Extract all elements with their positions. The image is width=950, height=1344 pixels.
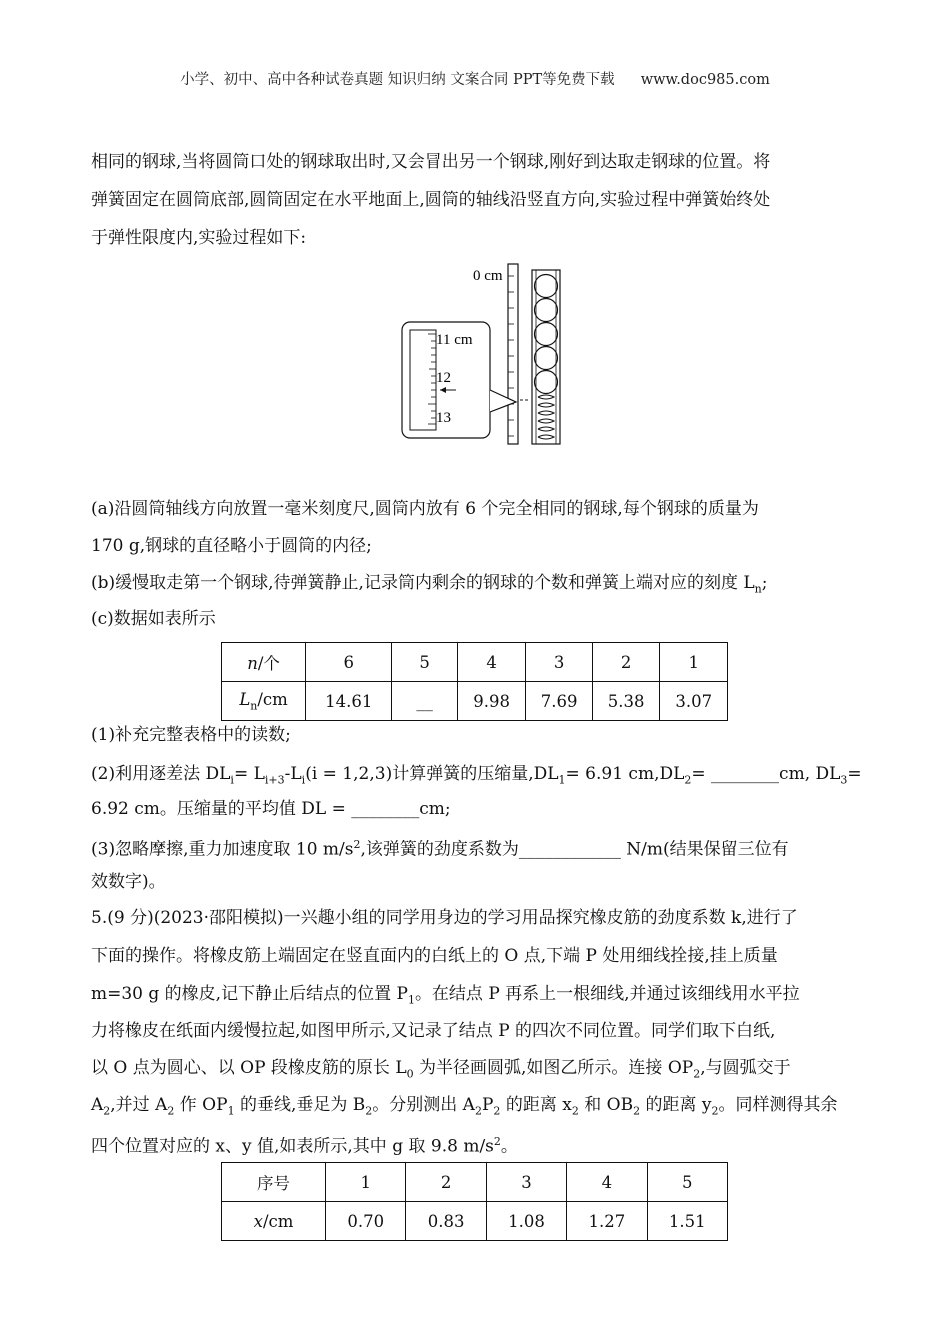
intro-line-1: 相同的钢球,当将圆筒口处的钢球取出时,又会冒出另一个钢球,刚好到达取走钢球的位置。将	[91, 152, 771, 172]
zoom-label-13: 13	[436, 410, 451, 426]
table-row	[222, 1163, 728, 1202]
zoom-label-12: 12	[436, 370, 451, 386]
table-cell: 1.08	[486, 1202, 566, 1241]
ruler-ticks	[508, 276, 514, 436]
table-cell: 3.07	[660, 682, 728, 721]
data-table-2	[221, 1162, 728, 1241]
header-text: 小学、初中、高中各种试卷真题 知识归纳 文案合同 PPT等免费下载	[180, 72, 615, 88]
problem5-line-1: 5.(9 分)(2023·邵阳模拟)一兴趣小组的同学用身边的学习用品探究橡皮筋的劲度系数 k,进行了	[91, 908, 798, 928]
table-cell-blank: __	[392, 682, 457, 721]
page-header	[0, 68, 950, 89]
question-3-line-1: (3)忽略摩擦,重力加速度取 10 $m/s^2$,该弹簧的劲度系数为____________ N/m(结果保留三位有	[91, 838, 789, 860]
apparatus-diagram	[400, 262, 570, 452]
table-cell: 0.83	[406, 1202, 486, 1241]
table-row	[222, 682, 728, 721]
step-c: (c)数据如表所示	[91, 609, 216, 629]
table-cell: 0.70	[326, 1202, 406, 1241]
table-head-n: n/个	[222, 643, 306, 682]
problem5-line-3: m=30 g 的橡皮,记下静止后结点的位置 $P_1$。在结点 P 再系上一根细线,并通过该细线用水平拉	[91, 984, 800, 1007]
table-cell: 3	[526, 643, 592, 682]
steel-balls	[535, 275, 558, 394]
zero-cm-label: 0 cm	[473, 268, 503, 284]
table-row	[222, 643, 728, 682]
step-b: (b)缓慢取走第一个钢球,待弹簧静止,记录筒内剩余的钢球的个数和弹簧上端对应的刻度 $L_n$;	[91, 573, 768, 596]
data-table-1	[221, 642, 728, 721]
header-url: www.doc985.com	[640, 72, 770, 88]
table-cell: 1	[660, 643, 728, 682]
intro-line-3: 于弹性限度内,实验过程如下:	[91, 228, 307, 248]
intro-line-2: 弹簧固定在圆筒底部,圆筒固定在水平地面上,圆筒的轴线沿竖直方向,实验过程中弹簧始终处	[91, 190, 771, 210]
table-cell: 1	[326, 1163, 406, 1202]
table-head-index: 序号	[222, 1163, 326, 1202]
question-2-line-1: (2)利用逐差法 $DL_i= L_{i+3}-L_i(i = 1,2,3)$计算弹簧的压缩量$,DL_1= 6.91$ $cm,DL_2=$ ________cm, $DL_3=$	[91, 764, 862, 787]
ruler	[508, 264, 518, 444]
problem5-line-5: 以 O 点为圆心、以 OP 段橡皮筋的原长 $L_0$ 为半径画圆弧,如图乙所示。连接 $OP_2$,与圆弧交于	[91, 1058, 791, 1081]
table-cell: 9.98	[457, 682, 526, 721]
question-1: (1)补充完整表格中的读数;	[91, 725, 291, 745]
question-3-line-2: 效数字)。	[91, 872, 166, 892]
callout-pointer	[490, 390, 516, 412]
table-cell: 4	[567, 1163, 647, 1202]
table-cell: 2	[592, 643, 660, 682]
table-head-L: $L_n/cm$	[222, 682, 306, 721]
table-cell: 3	[486, 1163, 566, 1202]
table-cell: 5.38	[592, 682, 660, 721]
apparatus-figure	[400, 262, 570, 452]
problem5-line-4: 力将橡皮在纸面内缓慢拉起,如图甲所示,又记录了结点 P 的四次不同位置。同学们取下白纸,	[91, 1021, 776, 1041]
step-a-line-2: 170 g,钢球的直径略小于圆筒的内径;	[91, 536, 372, 556]
table-cell: 6	[306, 643, 392, 682]
table-cell: 5	[647, 1163, 727, 1202]
step-a-line-1: (a)沿圆筒轴线方向放置一毫米刻度尺,圆筒内放有 6 个完全相同的钢球,每个钢球的质量为	[91, 499, 759, 519]
table-row	[222, 1202, 728, 1241]
table-head-x: x/cm	[222, 1202, 326, 1241]
table-cell: 7.69	[526, 682, 592, 721]
question-2-line-2: 6.92 cm。压缩量的平均值 DL = ________cm;	[91, 799, 451, 819]
table-cell: 1.27	[567, 1202, 647, 1241]
table-cell: 5	[392, 643, 457, 682]
problem5-line-6: $A_2$,并过 $A_2$ 作 $OP_1$ 的垂线,垂足为 $B_2$。分别测出 $A_2P_2$ 的距离 $x_2$ 和 $OB_2$ 的距离 $y_2$。同样测得其余	[91, 1095, 838, 1118]
problem5-line-2: 下面的操作。将橡皮筋上端固定在竖直面内的白纸上的 O 点,下端 P 处用细线拴接,挂上质量	[91, 946, 778, 966]
table-cell: 1.51	[647, 1202, 727, 1241]
table-cell: 4	[457, 643, 526, 682]
spring	[538, 395, 554, 439]
table-cell: 2	[406, 1163, 486, 1202]
zoom-label-11: 11 cm	[436, 332, 473, 348]
problem5-line-7: 四个位置对应的 x、y 值,如表所示,其中 g 取 9.8 $m/s^2$。	[91, 1135, 518, 1157]
table-cell: 14.61	[306, 682, 392, 721]
